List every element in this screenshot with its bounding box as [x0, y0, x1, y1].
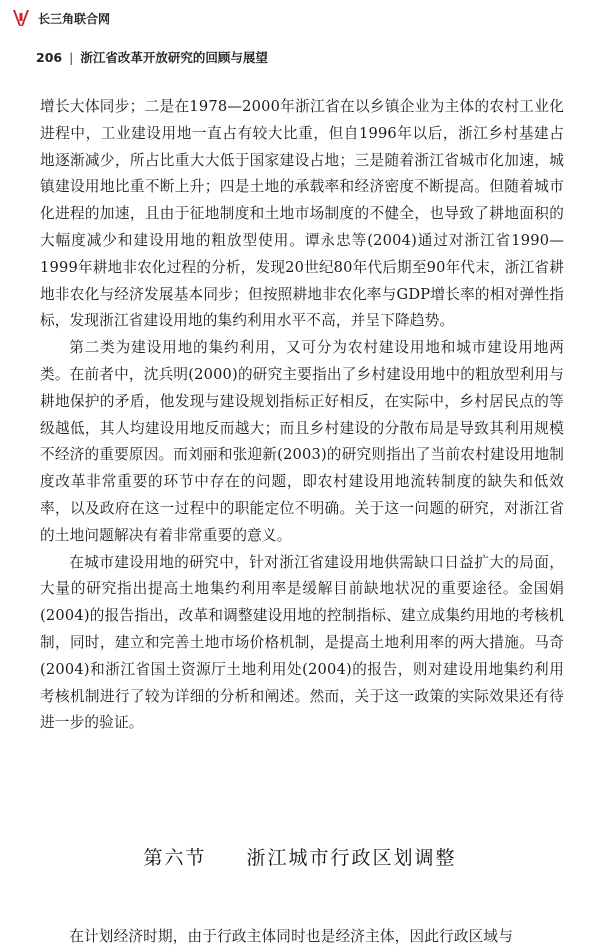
paragraph-4: 在计划经济时期，由于行政主体同时也是经济主体，因此行政区域与: [69, 928, 514, 945]
header-separator: |: [69, 49, 74, 65]
paragraph-2: 第二类为建设用地的集约利用，又可分为农村建设用地和城市建设用地两类。在前者中，沈兵明(2000)的研究主要指出了乡村建设用地中的粗放型利用与耕地保护的矛盾，他发现与建设规划指标正好相反，在实际中，乡村居民点的等级越低，其人均建设用地反而越大；而且乡村建设的分散布局是导致其利用规模不经济的重要原因。而刘丽和张迎新(2003)的研究则指出了当前农村建设用地制度改革非常重要的环节中存在的问题，即农村建设用地流转制度的缺失和低效率，以及政府在这一过程中的职能定位不明确。关于这一问题的研究，对浙江省的土地问题解决有着非常重要的意义。: [40, 339, 564, 544]
body-text-top: [40, 94, 564, 737]
paragraph-1: 增长大体同步；二是在1978—2000年浙江省在以乡镇企业为主体的农村工业化进程中，工业建设用地一直占有较大比重，但自1996年以后，浙江乡村基建占地逐渐减少，所占比重大大低于国家建设占地；三是随着浙江省城市化加速，城镇建设用地比重不断上升；四是土地的承载率和经济密度不断提高。但随着城市化进程的加速，且由于征地制度和土地市场制度的不健全，也导致了耕地面积的大幅度减少和建设用地的粗放型使用。谭永忠等(2004)通过对浙江省1990—1999年耕地非农化过程的分析，发现20世纪80年代后期至90年代末，浙江省耕地非农化与经济发展基本同步；但按照耕地非农化率与GDP增长率的相对弹性指标，发现浙江省建设用地的集约利用水平不高，并呈下降趋势。: [40, 98, 564, 330]
section-title: 浙江城市行政区划调整: [246, 847, 457, 869]
running-head: [36, 48, 570, 66]
book-title: 浙江省改革开放研究的回顾与展望: [80, 50, 268, 65]
site-name: 长三角联合网: [38, 11, 111, 26]
section-heading: [0, 843, 600, 870]
page-number: 206: [36, 49, 63, 65]
section-number: 第六节: [143, 847, 207, 869]
site-header: [10, 6, 110, 30]
paragraph-3: 在城市建设用地的研究中，针对浙江省建设用地供需缺口日益扩大的局面，大量的研究指出提高土地集约利用率是缓解目前缺地状况的重要途径。金国娟(2004)的报告指出，改革和调整建设用地的控制指标、建立成集约用地的考核机制，同时，建立和完善土地市场价格机制，是提高土地利用率的两大措施。马奇(2004)和浙江省国土资源厅土地利用处(2004)的报告，则对建设用地集约利用考核机制进行了较为详细的分析和阐述。然而，关于这一政策的实际效果还有待进一步的验证。: [40, 553, 564, 732]
body-text-bottom: [40, 924, 564, 951]
yangtze-delta-union-logo-icon: [10, 7, 32, 29]
